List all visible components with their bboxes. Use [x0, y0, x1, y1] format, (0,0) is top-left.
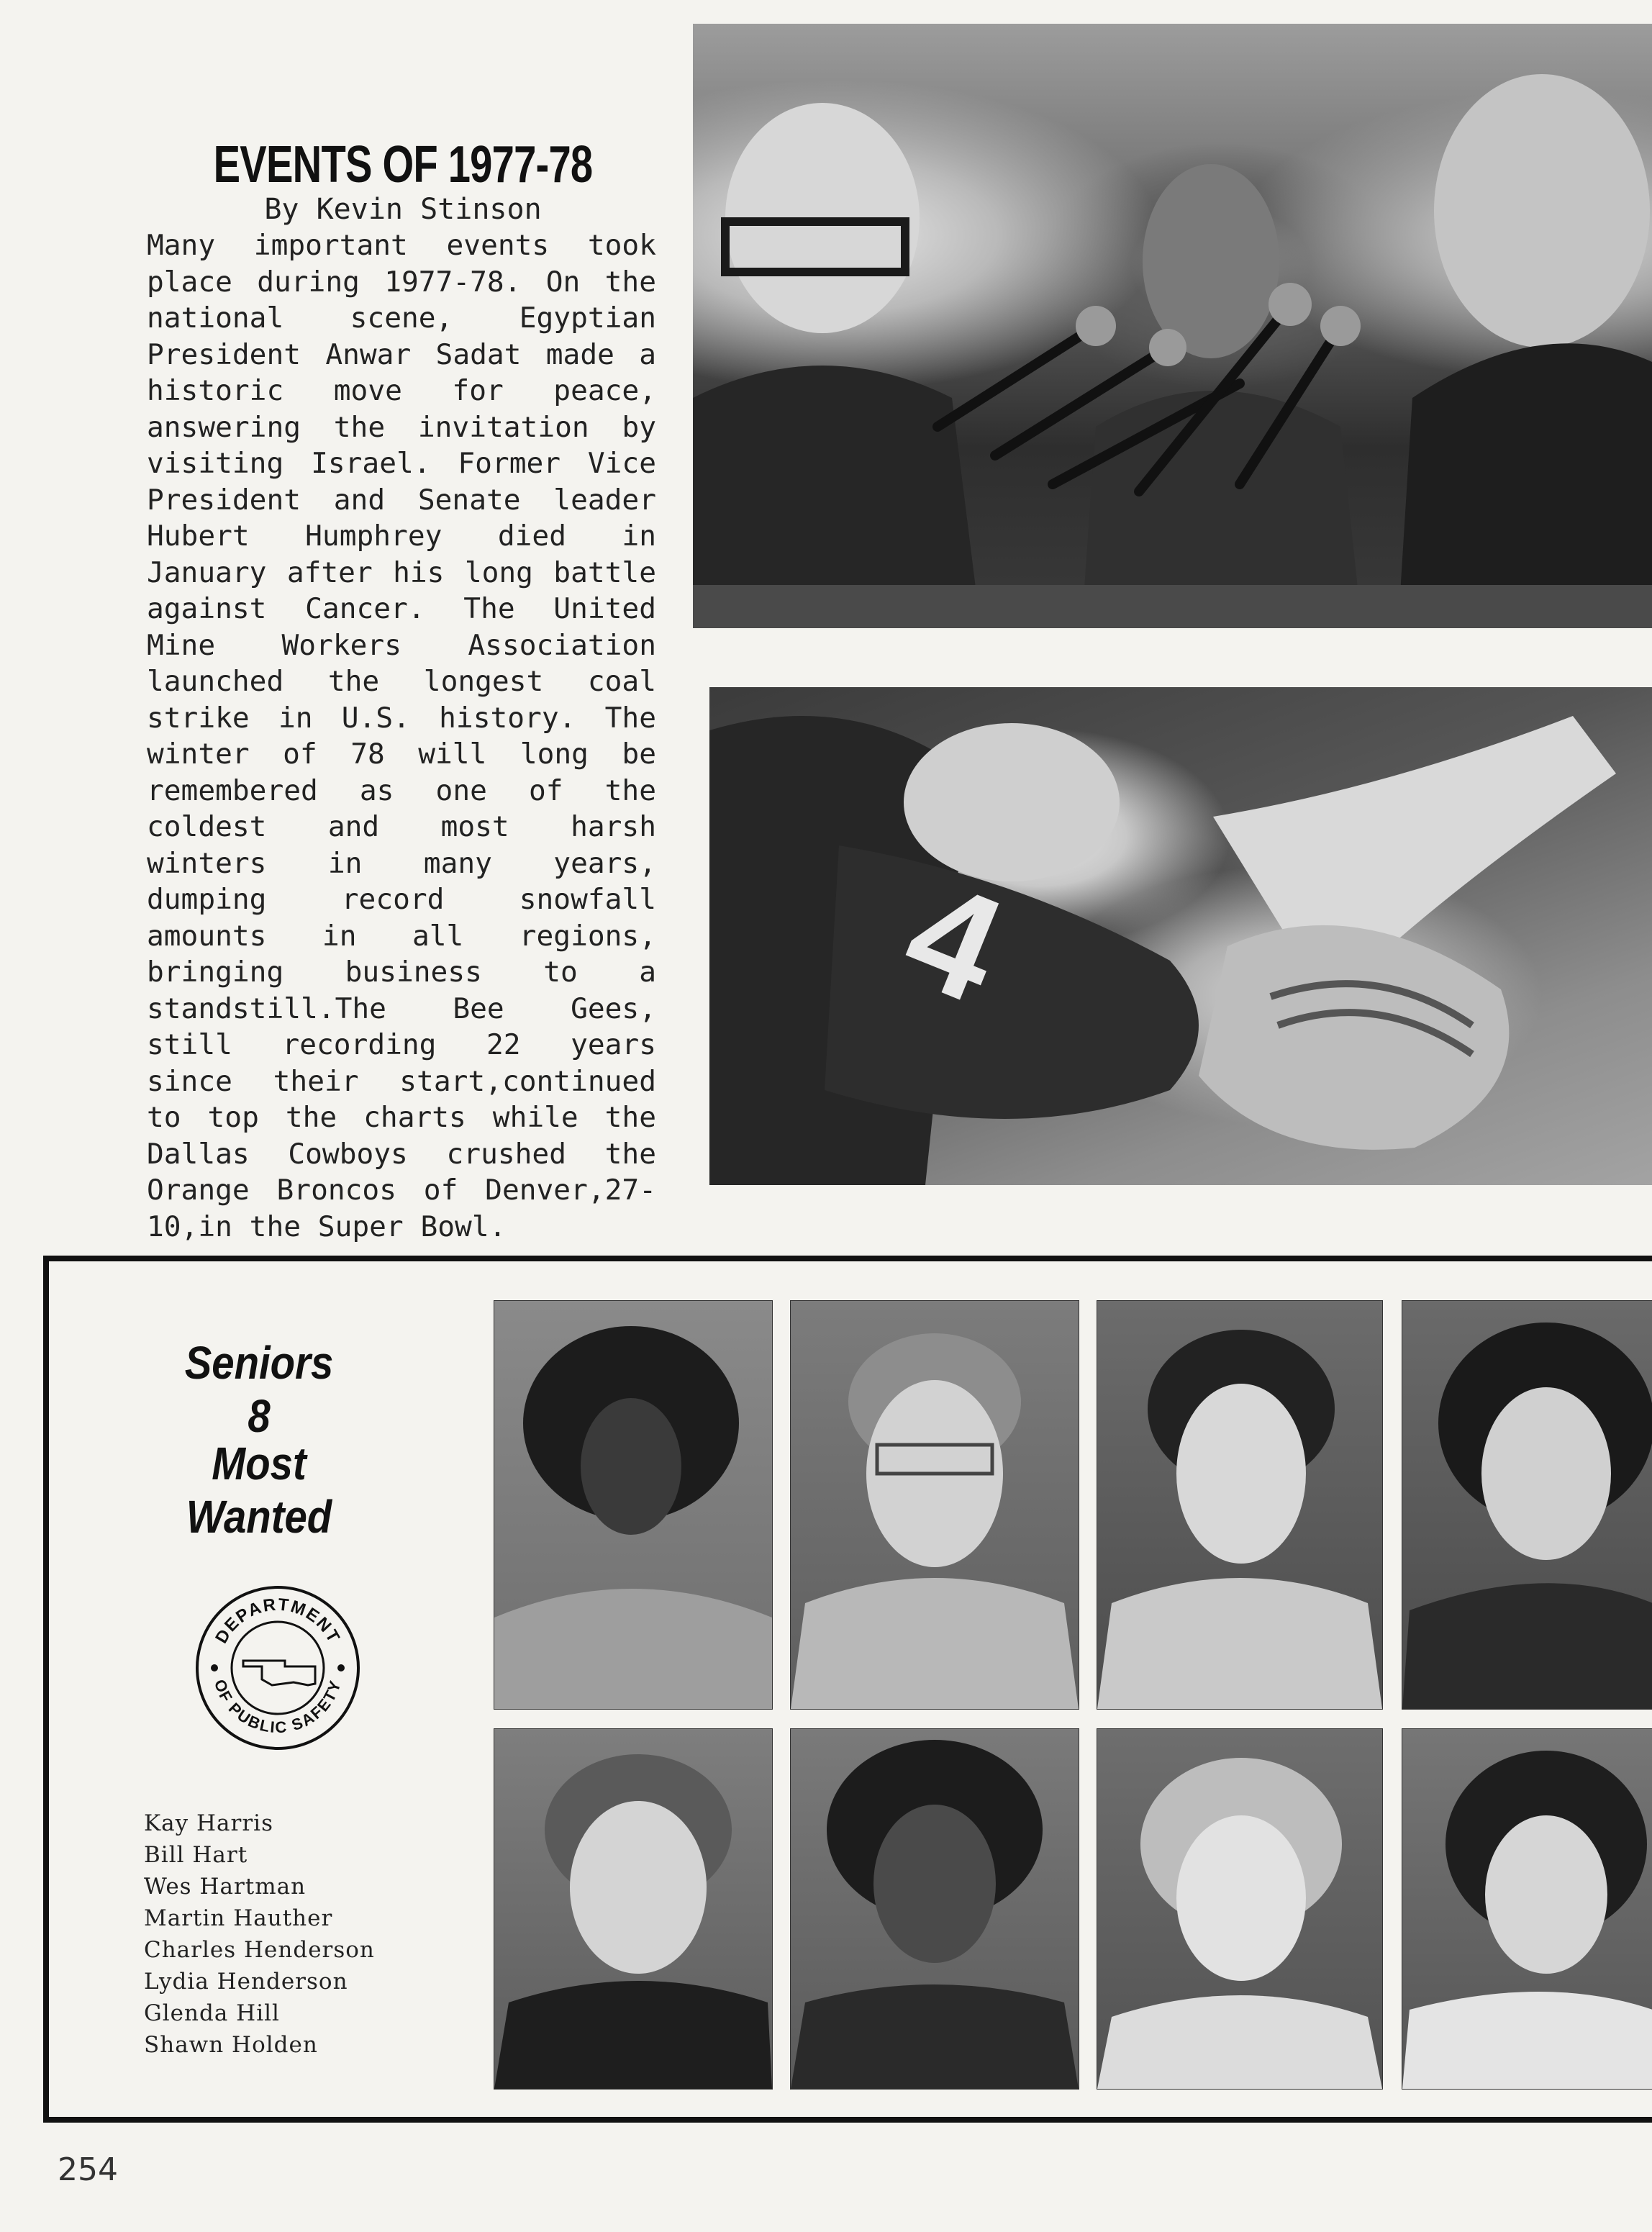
heading-seniors: Seniors: [184, 1337, 334, 1389]
article-title: EVENTS OF 1977-78: [213, 136, 593, 194]
senior-name: Charles Henderson: [144, 1937, 375, 1963]
senior-name-list: [144, 1807, 446, 2061]
page-number: 254: [58, 2151, 118, 2188]
heading-wanted: Wanted: [186, 1491, 332, 1543]
senior-name: Lydia Henderson: [144, 1969, 348, 1995]
article-body: Many important events took place during 1977-78. On the national scene, Egyptian President Anwar Sadat made a historic move for peace, answering the invitation by visiting Israel. Former Vice President and Senate leader Hubert Humphrey died in January after his long battle against Cancer. The United Mine Workers Association launched the longest coal strike in U.S. history. The winter of 78 will long be remembered as one of the coldest and most harsh winters in many years, dumping record snowfall amounts in all regions, bringing business to a standstill.The Bee Gees, still recording 22 years since their start,continued to top the charts while the Dallas Cowboys crushed the Orange Broncos of Denver,27-10,in the Super Bowl.: [147, 229, 656, 1243]
seal-bottom-text: OF PUBLIC SAFETY: [210, 1677, 345, 1737]
senior-name: Kay Harris: [144, 1810, 273, 1836]
super-bowl-photo: [709, 687, 1652, 1185]
senior-portrait: [1097, 1300, 1383, 1710]
heading-most: Most: [212, 1438, 307, 1489]
badge-icon: [193, 1583, 363, 1753]
senior-portrait: [494, 1300, 773, 1710]
senior-portrait: [790, 1300, 1079, 1710]
seal-top-text: DEPARTMENT: [212, 1594, 344, 1647]
senior-name: Glenda Hill: [144, 2000, 280, 2026]
senior-portrait: [1402, 1728, 1652, 2090]
article-byline: By Kevin Stinson: [264, 193, 542, 226]
senior-portrait: [1097, 1728, 1383, 2090]
senior-name: Shawn Holden: [144, 2032, 318, 2058]
senior-portrait: [1402, 1300, 1652, 1710]
senior-portrait: [790, 1728, 1079, 2090]
peace-talks-photo: [693, 24, 1652, 628]
senior-name: Bill Hart: [144, 1842, 248, 1868]
senior-name: Martin Hauther: [144, 1905, 333, 1931]
heading-number: 8: [248, 1390, 271, 1442]
senior-name: Wes Hartman: [144, 1874, 307, 1900]
svg-text:4: 4: [883, 847, 1025, 1035]
senior-portrait: [494, 1728, 773, 2090]
department-of-public-safety-seal: [193, 1583, 363, 1753]
